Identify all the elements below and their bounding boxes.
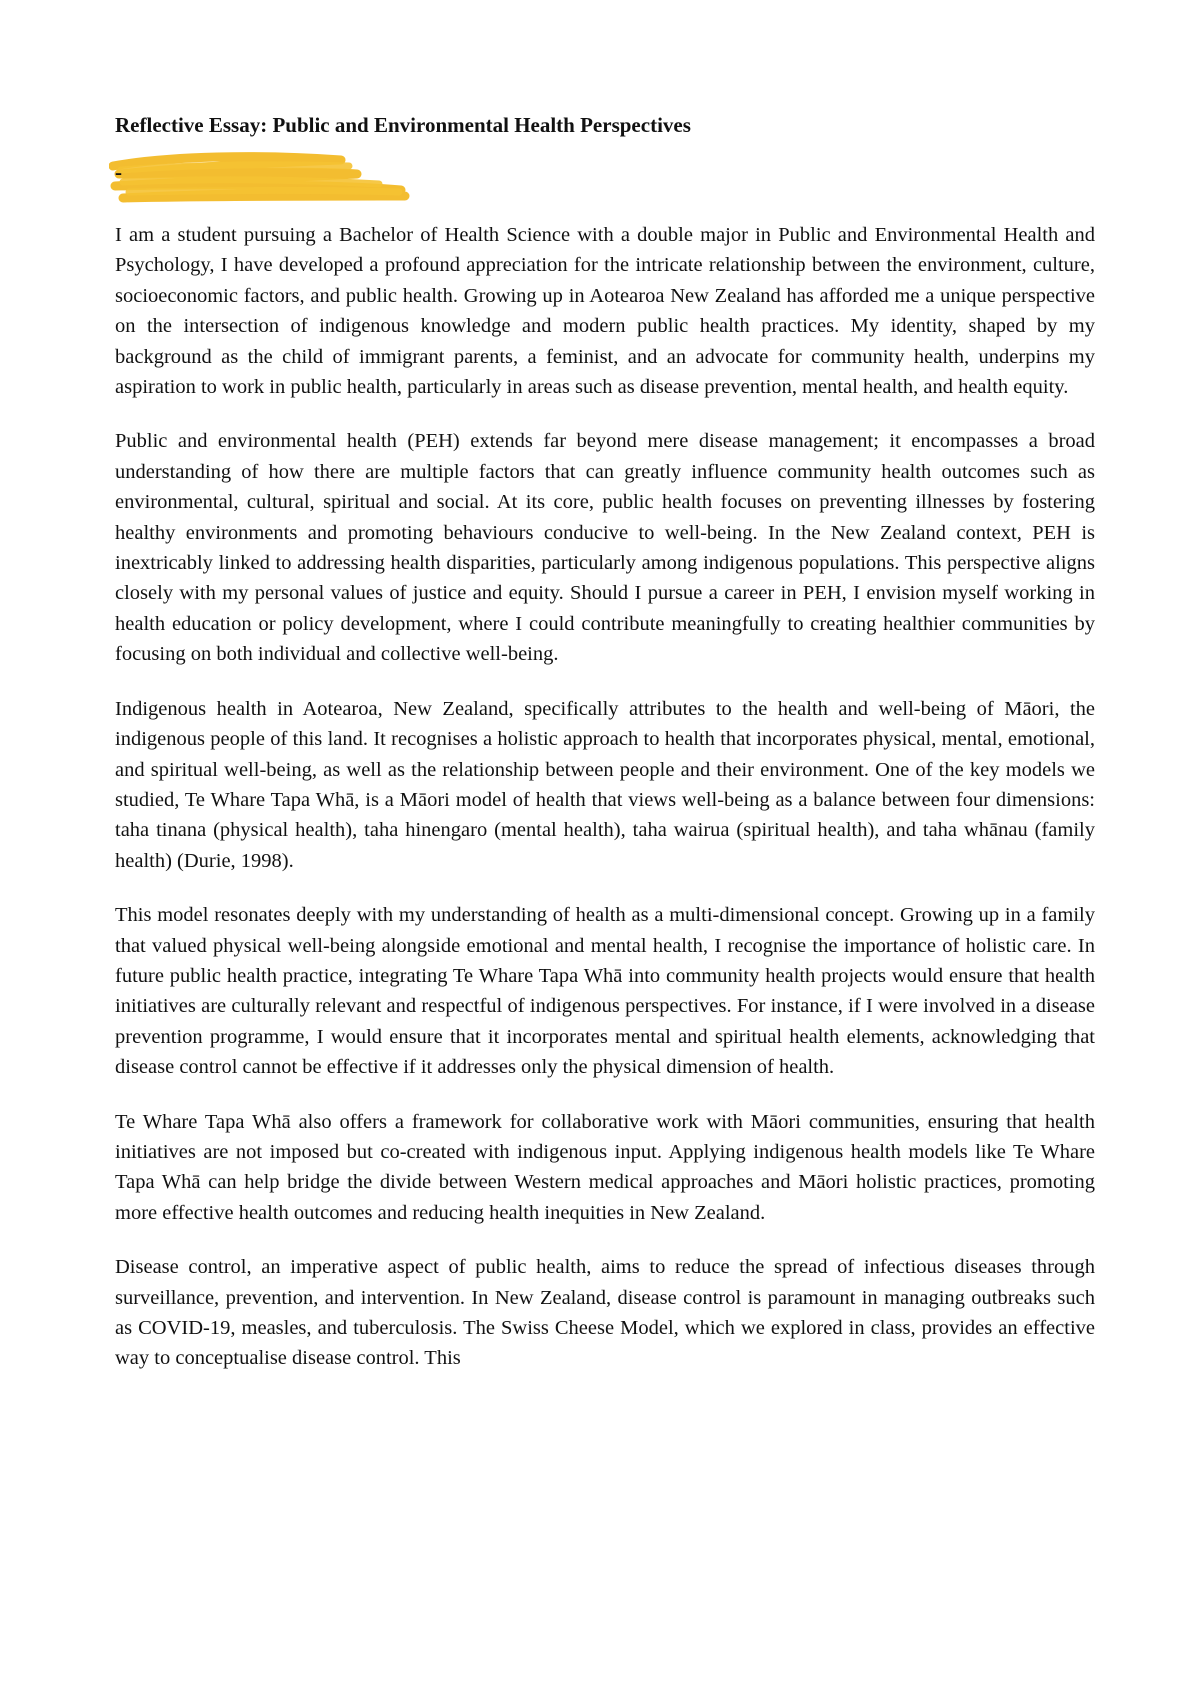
- paragraph-intro: I am a student pursuing a Bachelor of Health Science with a double major in Public and Environmental Health and Psychology, I have developed a profound appreciation for the intricate relationship between the environment, culture, socioeconomic factors, and public health. Growing up in Aotearoa New Zealand has afforded me a unique perspective on the intersection of indigenous knowledge and modern public health practices. My identity, shaped by my background as the child of immigrant parents, a feminist, and an advocate for community health, underpins my aspiration to work in public health, particularly in areas such as disease prevention, mental health, and health equity.: [115, 224, 1095, 399]
- paragraph-disease-control: Disease control, an imperative aspect of public health, aims to reduce the spread of infectious diseases through surveillance, prevention, and intervention. In New Zealand, disease control is paramount in managing outbreaks such as COVID-19, measles, and tuberculosis. The Swiss Cheese Model, which we explored in class, provides an effective way to conceptualise disease control. This: [115, 1256, 1095, 1370]
- paragraph-collaboration: Te Whare Tapa Whā also offers a framework for collaborative work with Māori communities, ensuring that health initiatives are not imposed but co-created with indigenous input. Applying indigenous health models like Te Whare Tapa Whā can help bridge the divide between Western medical approaches and Māori holistic practices, promoting more effective health outcomes and reducing health inequities in New Zealand.: [115, 1110, 1095, 1224]
- paragraph-peh: Public and environmental health (PEH) extends far beyond mere disease management; it encompasses a broad understanding of how there are multiple factors that can greatly influence community health outcomes such as environmental, cultural, spiritual and social. At its core, public health focuses on preventing illnesses by fostering healthy environments and promoting behaviours conducive to well-being. In the New Zealand context, PEH is inextricably linked to addressing health disparities, particularly among indigenous populations. This perspective aligns closely with my personal values of justice and equity. Should I pursue a career in PEH, I envision myself working in health education or policy development, where I could contribute meaningfully to creating healthier communities by focusing on both individual and collective well-being.: [115, 430, 1095, 666]
- document-body: [115, 110, 1095, 1398]
- essay-title: Reflective Essay: Public and Environmental Health Perspectives: [115, 113, 691, 137]
- highlighter-stroke: [109, 144, 419, 206]
- paragraph-model-resonance: This model resonates deeply with my understanding of health as a multi-dimensional concept. Growing up in a family that valued physical well-being alongside emotional and mental health, I recognise the importance of holistic care. In future public health practice, integrating Te Whare Tapa Whā into community health projects would ensure that health initiatives are culturally relevant and respectful of indigenous perspectives. For instance, if I were involved in a disease prevention programme, I would ensure that it incorporates mental and spiritual health elements, acknowledging that disease control cannot be effective if it addresses only the physical dimension of health.: [115, 904, 1095, 1079]
- redaction-highlight: [115, 144, 1095, 206]
- paragraph-indigenous-health: Indigenous health in Aotearoa, New Zealand, specifically attributes to the health and well-being of Māori, the indigenous people of this land. It recognises a holistic approach to health that incorporates physical, mental, emotional, and spiritual well-being, as well as the relationship between people and their environment. One of the key models we studied, Te Whare Tapa Whā, is a Māori model of health that views well-being as a balance between four dimensions: taha tinana (physical health), taha hinengaro (mental health), taha wairua (spiritual health), and taha whānau (family health) (Durie, 1998).: [115, 697, 1095, 872]
- highlighted-text: -: [115, 160, 122, 184]
